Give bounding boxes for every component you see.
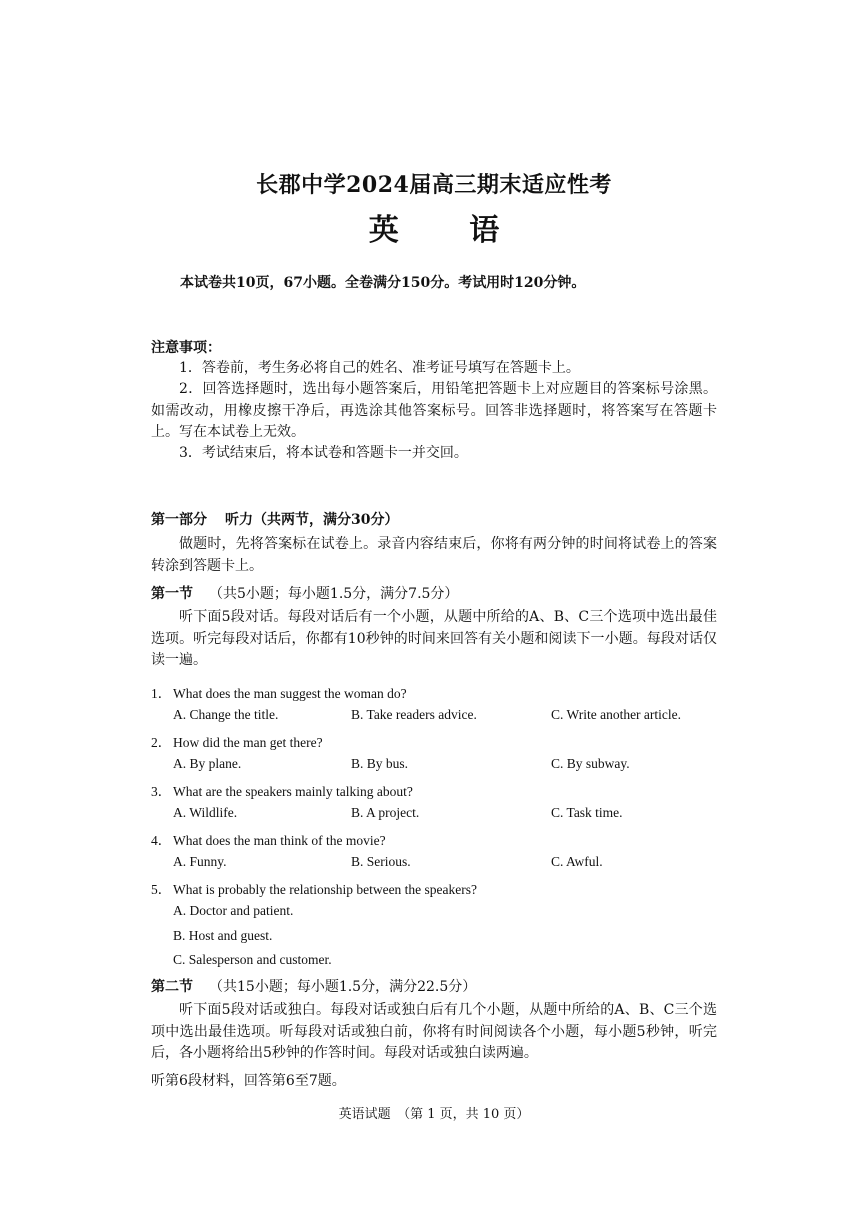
question-text: How did the man get there?: [173, 735, 323, 750]
notes-heading: 注意事项：: [151, 340, 221, 356]
section2-heading-label: 第二节: [151, 979, 193, 995]
option-c: C. Write another article.: [551, 707, 682, 722]
option-c: C. By subway.: [551, 756, 630, 771]
question-2: [151, 731, 323, 751]
question-number: 4．: [151, 833, 172, 848]
part1-heading: [151, 509, 398, 529]
section2-heading-sub: （共15小题；每小题1.5分，满分22.5分）: [209, 979, 477, 995]
section2-material: 听第6段材料，回答第6至7题。: [151, 1073, 346, 1089]
subject-title: 英 语: [368, 213, 530, 248]
part1-heading-sub: 听力（共两节，满分30分）: [225, 512, 399, 528]
section1-heading-sub: （共5小题；每小题1.5分，满分7.5分）: [209, 586, 459, 602]
option-c: C. Awful.: [551, 854, 603, 869]
question-text: What is probably the relationship between the speakers?: [173, 882, 478, 897]
note-item: 2．回答选择题时，选出每小题答案后，用铅笔把答题卡上对应题目的答案标号涂黑。如需改动，用橡皮擦干净后，再选涂其他答案标号。回答非选择题时，将答案写在答题卡上。写在本试卷上无效。: [151, 381, 717, 440]
question-number: 1．: [151, 686, 172, 701]
option-a: A. By plane.: [173, 756, 242, 771]
question-number: 2．: [151, 735, 172, 750]
question-4: [151, 829, 386, 849]
page-footer: 英语试题 （第 1 页，共 10 页）: [338, 1107, 530, 1122]
note-item: 1．答卷前，考生务必将自己的姓名、准考证号填写在答题卡上。: [179, 360, 580, 376]
option-b: B. A project.: [351, 805, 420, 820]
section1-heading: [151, 583, 458, 603]
option-a: A. Doctor and patient.: [173, 903, 294, 918]
exam-title: 长郡中学2024届高三期末适应性考: [256, 172, 612, 198]
option-c: C. Salesperson and customer.: [173, 952, 332, 967]
option-a: A. Change the title.: [173, 707, 279, 722]
section2-instruction: 听下面5段对话或独白。每段对话或独白后有几个小题，从题中所给的A、B、C三个选项中选出最佳选项。听每段对话或独白前，你将有时间阅读各个小题，每小题5秒钟，听完后，各小题将给出5秒钟的作答时间。每段对话或独白读两遍。: [151, 1002, 717, 1061]
question-number: 5．: [151, 882, 172, 897]
part1-heading-label: 第一部分: [151, 512, 207, 528]
option-b: B. Take readers advice.: [351, 707, 477, 722]
option-b: B. Serious.: [351, 854, 411, 869]
question-5: [151, 878, 477, 898]
section1-heading-label: 第一节: [151, 586, 193, 602]
question-1: [151, 682, 407, 702]
question-text: What does the man think of the movie?: [173, 833, 386, 848]
part1-instruction: 做题时，先将答案标在试卷上。录音内容结束后，你将有两分钟的时间将试卷上的答案转涂到答题卡上。: [151, 536, 717, 574]
question-text: What are the speakers mainly talking about?: [173, 784, 413, 799]
option-a: A. Funny.: [173, 854, 227, 869]
question-number: 3．: [151, 784, 172, 799]
note-item: 3．考试结束后，将本试卷和答题卡一并交回。: [179, 445, 468, 461]
question-3: [151, 780, 413, 800]
option-a: A. Wildlife.: [173, 805, 238, 820]
exam-info: 本试卷共10页，67小题。全卷满分150分。考试用时120分钟。: [180, 275, 586, 291]
section2-heading: [151, 976, 476, 996]
option-c: C. Task time.: [551, 805, 623, 820]
question-text: What does the man suggest the woman do?: [173, 686, 407, 701]
option-b: B. By bus.: [351, 756, 409, 771]
option-b: B. Host and guest.: [173, 928, 273, 943]
section1-instruction: 听下面5段对话。每段对话后有一个小题，从题中所给的A、B、C三个选项中选出最佳选项。听完每段对话后，你都有10秒钟的时间来回答有关小题和阅读下一小题。每段对话仅读一遍。: [151, 609, 717, 668]
